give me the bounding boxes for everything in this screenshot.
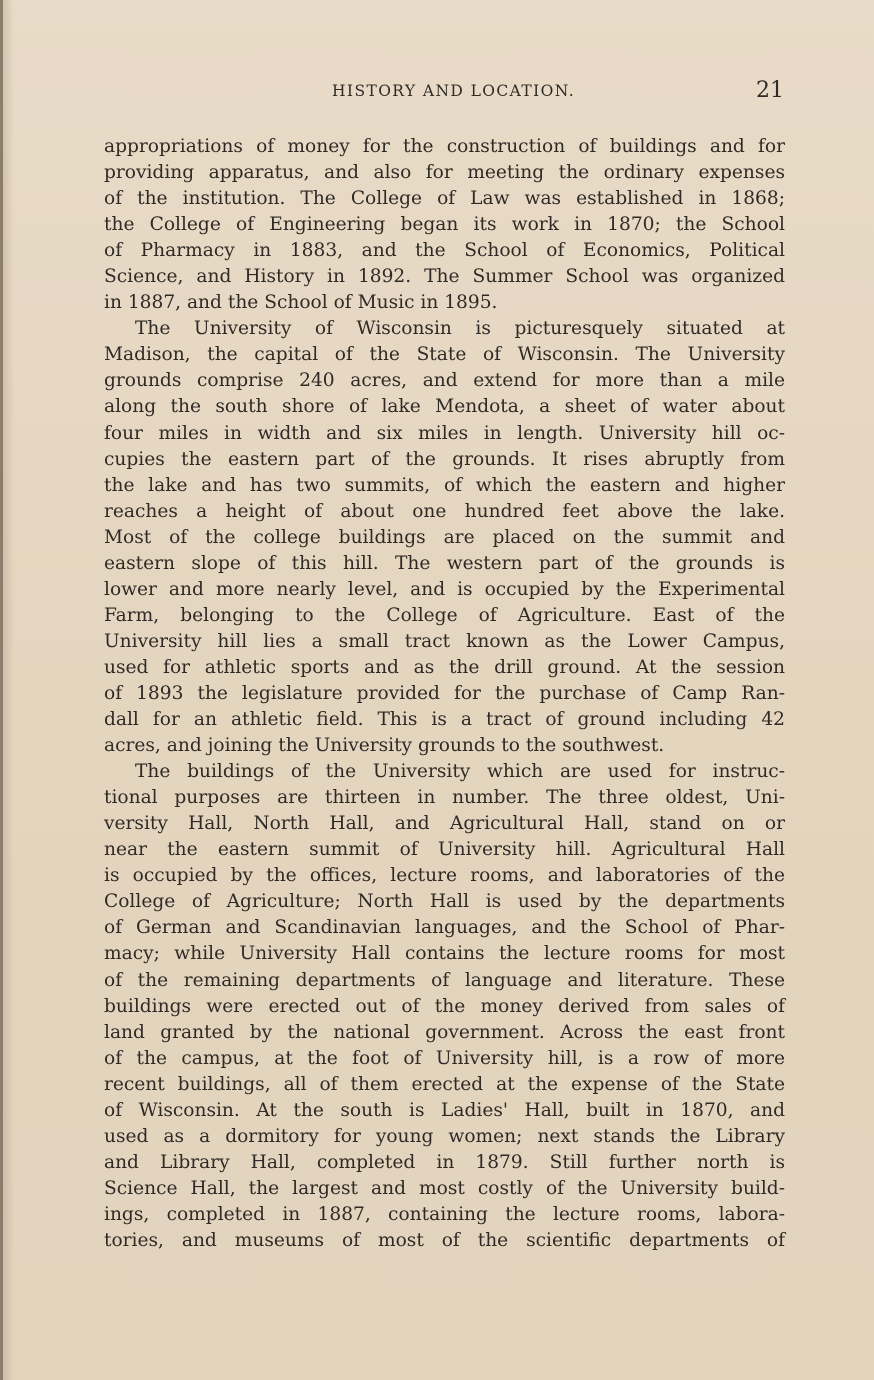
text-line: The buildings of the University which are used for instruc-: [135, 761, 785, 783]
text-line: land granted by the national government. Across the east front: [104, 1021, 785, 1043]
text-line: along the south shore of lake Mendota, a sheet of water about: [104, 396, 785, 418]
text-line: eastern slope of this hill. The western part of the grounds is: [104, 552, 785, 574]
text-line: of the remaining departments of language and literature. These: [104, 969, 785, 991]
text-line: cupies the eastern part of the grounds. It rises abruptly from: [104, 448, 785, 470]
text-line: tional purposes are thirteen in number. The three oldest, Uni-: [104, 787, 785, 809]
paragraph: [104, 316, 785, 759]
text-line: dall for an athletic field. This is a tract of ground including 42: [104, 709, 785, 731]
text-line: Madison, the capital of the State of Wisconsin. The University: [104, 344, 785, 366]
text-line: University hill lies a small tract known as the Lower Campus,: [104, 630, 785, 652]
text-line: and Library Hall, completed in 1879. Still further north is: [104, 1151, 785, 1173]
text-line: of Pharmacy in 1883, and the School of Economics, Political: [104, 240, 785, 262]
text-line: providing apparatus, and also for meeting the ordinary expenses: [104, 162, 785, 184]
text-line: Science, and History in 1892. The Summer School was organized: [104, 266, 785, 288]
text-line: macy; while University Hall contains the lecture rooms for most: [104, 943, 785, 965]
text-line: reaches a height of about one hundred feet above the lake.: [104, 500, 785, 522]
text-line: near the eastern summit of University hill. Agricultural Hall: [104, 839, 785, 861]
text-line: the lake and has two summits, of which the eastern and higher: [104, 474, 785, 496]
text-line: in 1887, and the School of Music in 1895.: [104, 292, 498, 314]
text-line: appropriations of money for the construction of buildings and for: [104, 136, 785, 157]
text-line: four miles in width and six miles in length. University hill oc-: [104, 422, 785, 444]
text-line: lower and more nearly level, and is occupied by the Experimental: [104, 578, 785, 600]
text-line: the College of Engineering began its work in 1870; the School: [104, 214, 785, 236]
page-number: 21: [756, 78, 784, 103]
text-line: acres, and joining the University grounds to the southwest.: [104, 735, 665, 757]
text-line: ings, completed in 1887, containing the lecture rooms, labora-: [104, 1203, 785, 1225]
text-line: of 1893 the legislature provided for the purchase of Camp Ran-: [104, 682, 785, 704]
text-line: The University of Wisconsin is picturesquely situated at: [135, 318, 785, 340]
page-binding-edge: [0, 0, 3, 1380]
text-line: recent buildings, all of them erected at the expense of the State: [104, 1073, 785, 1095]
text-line: versity Hall, North Hall, and Agricultural Hall, stand on or: [104, 813, 785, 835]
paragraph: [104, 759, 785, 1254]
text-line: tories, and museums of most of the scientific departments of: [104, 1229, 785, 1251]
text-line: used as a dormitory for young women; next stands the Library: [104, 1125, 785, 1147]
text-line: Farm, belonging to the College of Agriculture. East of the: [104, 604, 785, 626]
text-line: of Wisconsin. At the south is Ladies' Hall, built in 1870, and: [104, 1099, 785, 1121]
text-line: College of Agriculture; North Hall is used by the departments: [104, 891, 785, 913]
text-line: grounds comprise 240 acres, and extend for more than a mile: [104, 370, 785, 392]
text-line: of German and Scandinavian languages, and the School of Phar-: [104, 917, 785, 939]
text-line: Science Hall, the largest and most costly of the University build-: [104, 1177, 785, 1199]
running-title: HISTORY AND LOCATION.: [332, 82, 576, 100]
text-line: of the campus, at the foot of University hill, is a row of more: [104, 1047, 785, 1069]
text-line: Most of the college buildings are placed on the summit and: [104, 526, 785, 548]
text-line: of the institution. The College of Law was established in 1868;: [104, 188, 785, 210]
text-line: is occupied by the offices, lecture rooms, and laboratories of the: [104, 865, 785, 887]
text-line: buildings were erected out of the money derived from sales of: [104, 995, 785, 1017]
paragraph: [104, 134, 785, 316]
body-text: [104, 134, 785, 1254]
running-header: [104, 78, 784, 106]
text-line: used for athletic sports and as the drill ground. At the session: [104, 656, 785, 678]
